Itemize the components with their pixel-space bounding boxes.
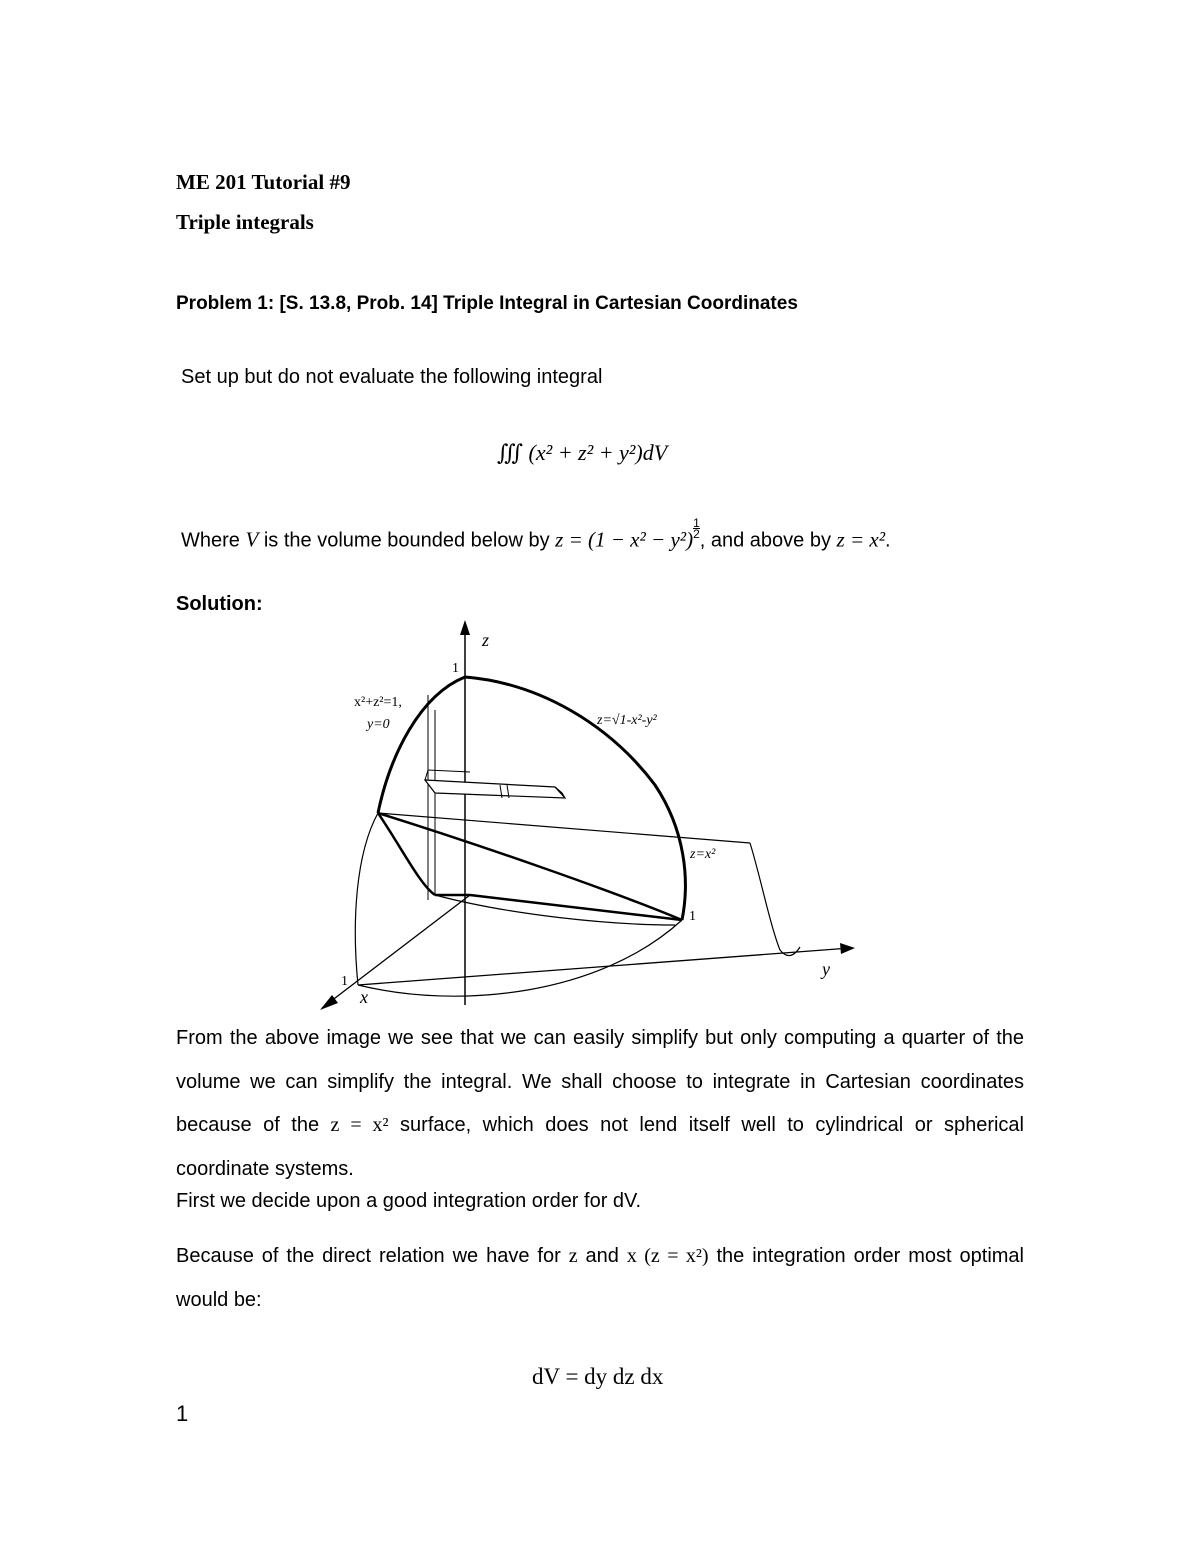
where-eq1: z = (1 − x² − y²) [555,527,694,552]
page-number: 1 [176,1401,189,1426]
integral-expression: ∭ (x² + z² + y²)dV [497,440,668,465]
sphere-edge-xy [358,920,682,996]
circle-equation: x²+z²=1, [354,695,402,710]
where-eq2: z = x² [836,527,885,552]
z-axis-arrow [460,620,470,635]
problem-heading: Problem 1: [S. 13.8, Prob. 14] Triple Integral in Cartesian Coordinates [176,293,798,314]
rod-element [425,780,565,798]
solution-label: Solution: [176,593,263,615]
parabola-front [378,813,435,895]
y-tick-1: 1 [689,909,696,924]
explanation-paragraph: From the above image we see that we can easily simplify but only computing a quarter of the volume we can simplify the integral. We shall choose to integrate in Cartesian coordinates because of the z = x² surface, which does not lend itself well to cylindrical or spherical coordinate systems. [176,1027,1024,1180]
z-label: z [482,630,490,650]
y-label: y [822,959,830,979]
exponent-fraction: $\frac{1}{2}$ [693,516,700,541]
parabola-top-line [378,813,750,843]
page-title: ME 201 Tutorial #9 [176,170,351,194]
sphere-equation: z=√1-x²-y² [597,713,657,728]
where-text1: is the volume bounded below by [258,529,556,552]
x-label: x [360,987,368,1007]
circle-condition: y=0 [367,717,390,732]
where-var: V [245,527,259,552]
x-axis [322,895,470,1008]
dv-equation: dV = dy dz dx [532,1364,664,1389]
integration-order-line: First we decide upon a good integration order for dV. [176,1190,642,1212]
sphere-edge-xz-lower [355,813,378,985]
volume-figure [310,615,870,1015]
rod-top [425,770,470,780]
y-axis [358,948,850,985]
where-text2: , and above by [699,529,837,552]
volume-definition: Where V is the volume bounded below by z = (1 − x² − y²) $\frac{1}{2}$ , and above by z = x². [181,516,891,552]
integration-reason: Because of the direct relation we have for z and x (z = x²) the integration order most optimal would be: [176,1245,1024,1311]
z-tick-1: 1 [452,661,459,676]
y-axis-arrow [840,943,855,954]
page-subtitle: Triple integrals [176,210,314,234]
parabola-equation: z=x² [690,847,716,862]
problem-instruction: Set up but do not evaluate the following integral [181,366,603,388]
x-tick-1: 1 [341,974,348,989]
parabola-base-line [435,895,675,925]
intersection-curve [378,813,682,920]
where-prefix: Where [181,529,246,552]
parabola-far-edge [750,843,800,956]
